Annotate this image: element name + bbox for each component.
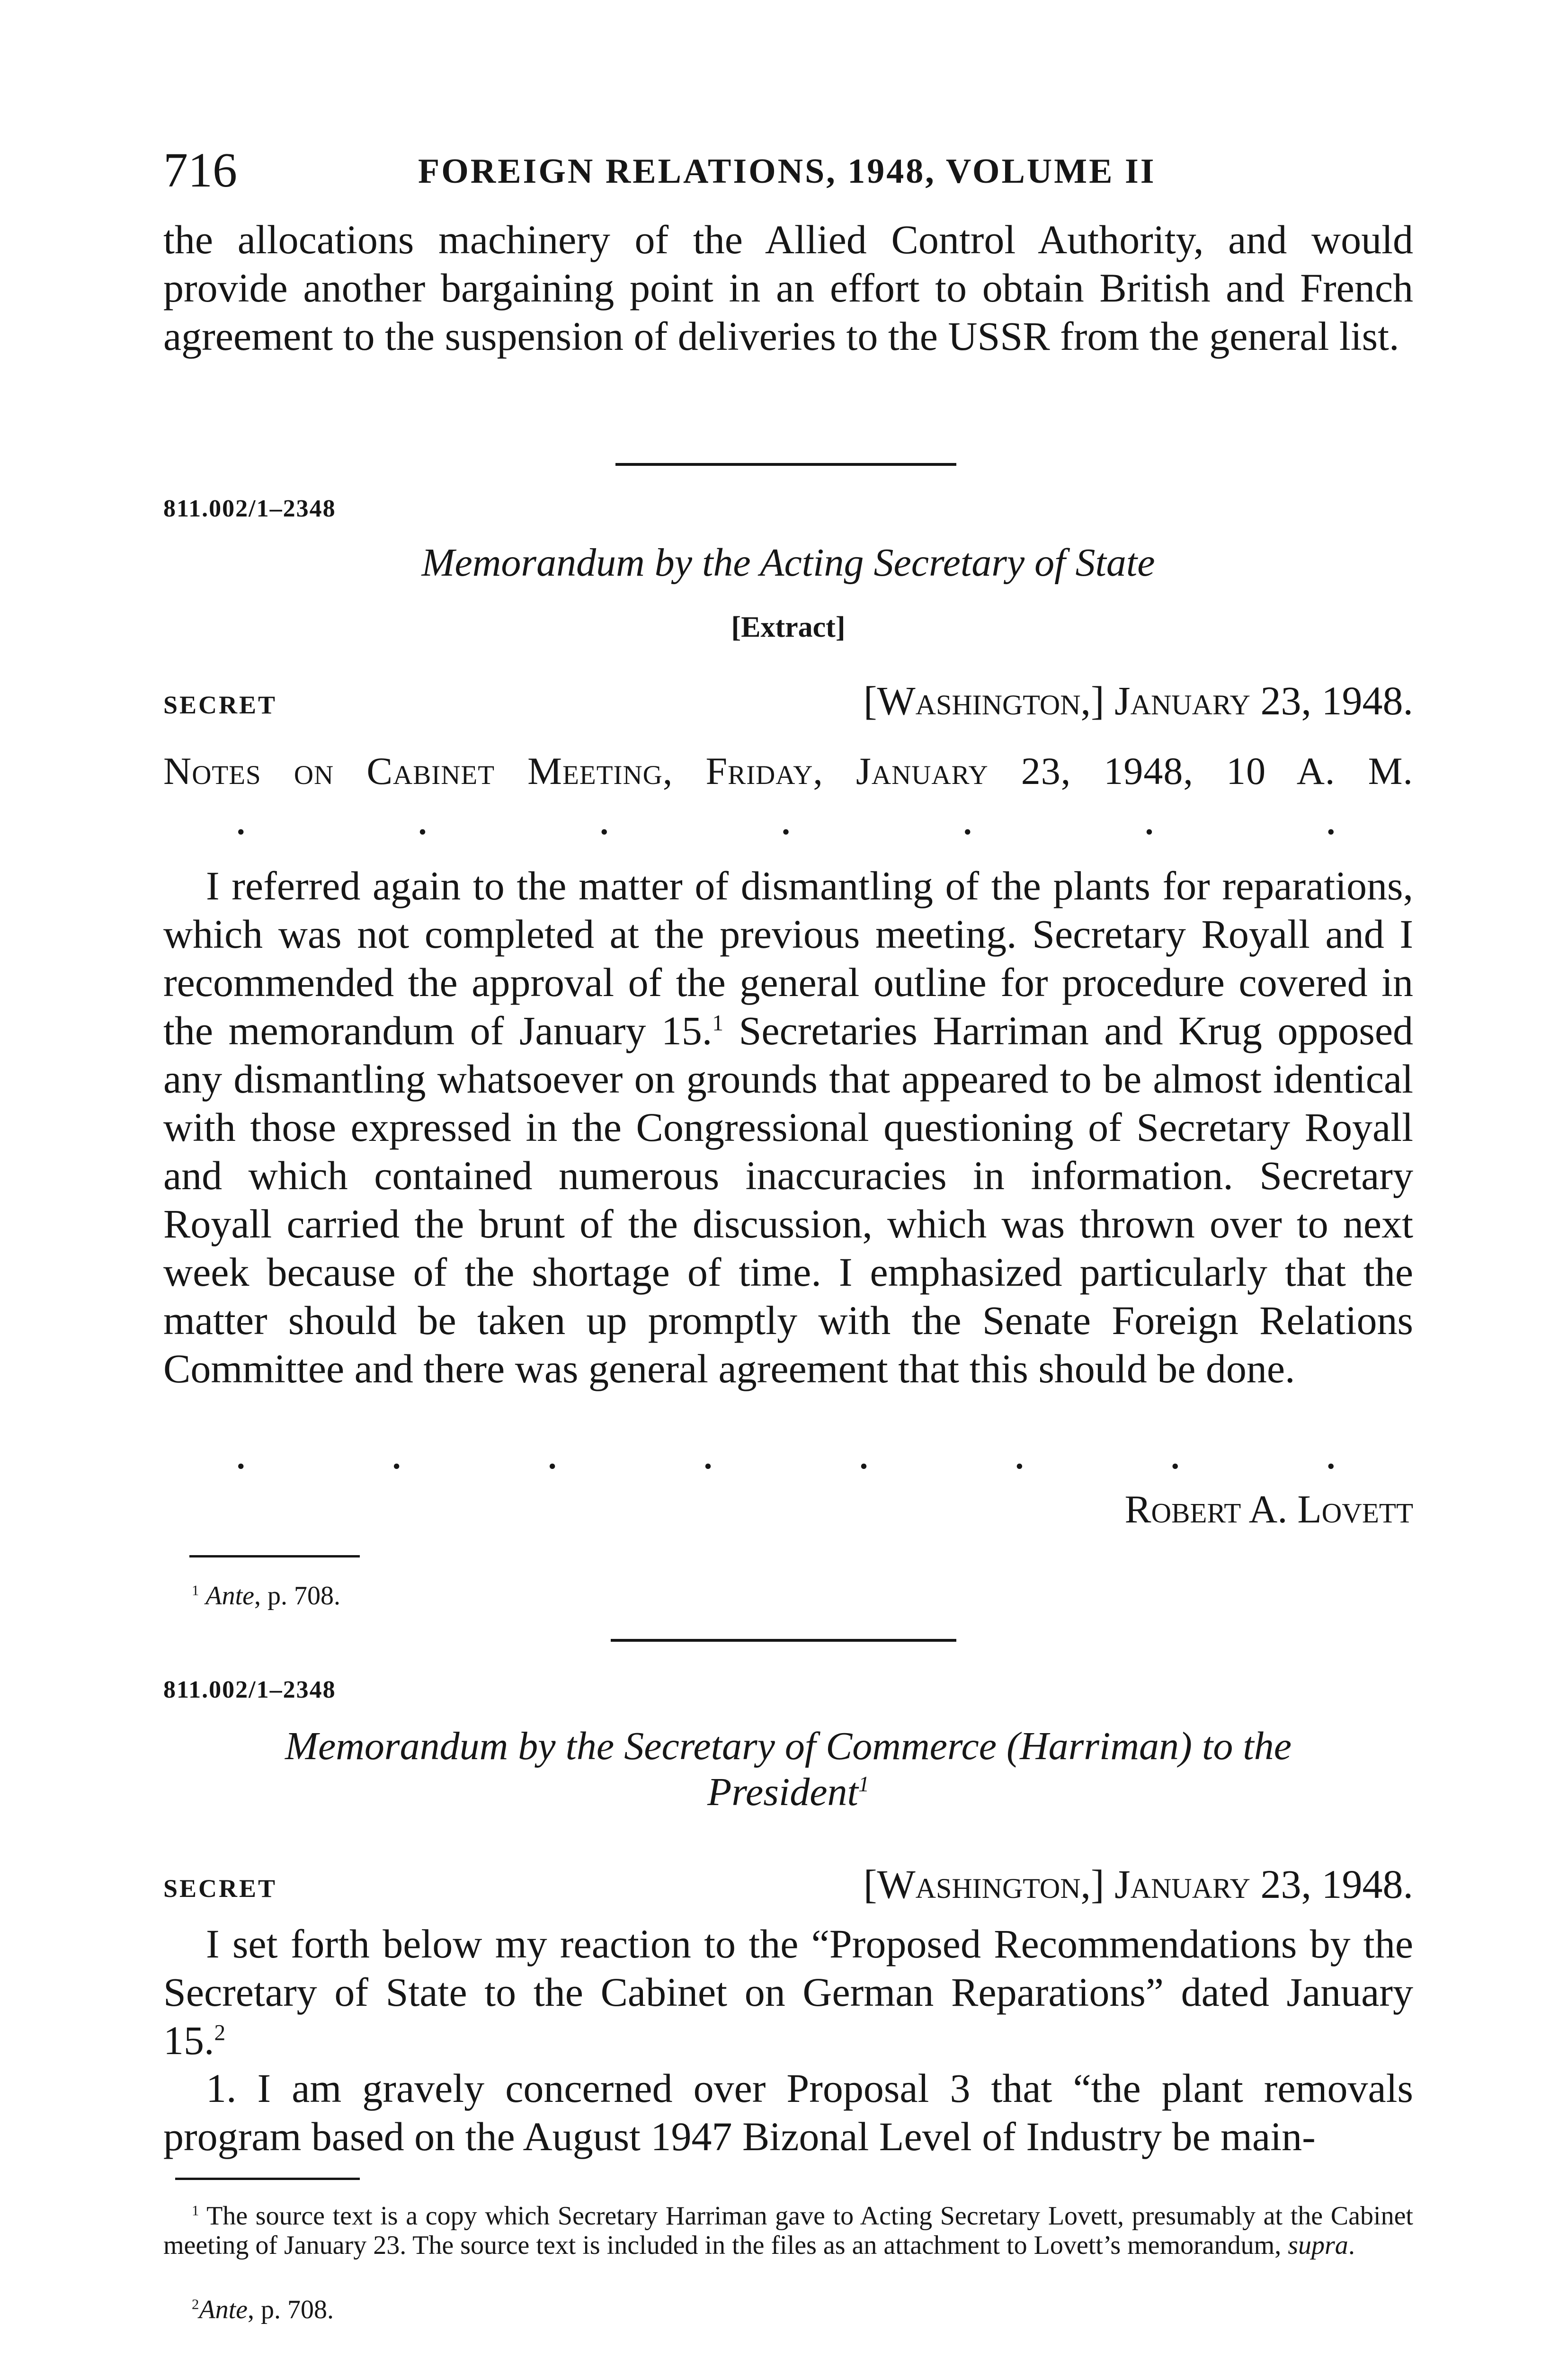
doc2-footnote-ref-2: 2 [214,2020,226,2046]
doc2-paragraph-1 [163,1920,1413,2064]
doc2-file-number: 811.002/1–2348 [163,1676,336,1703]
doc2-footnote-2-ante: Ante [199,2295,248,2324]
doc2-title [163,1723,1413,1815]
doc2-footnote-1-marker: 1 [192,2202,199,2219]
doc2-footnote-2-marker: 2 [192,2296,199,2313]
footnote-rule-2 [175,2178,360,2180]
doc1-footnote [192,1581,340,1611]
doc1-subject: Notes on Cabinet Meeting, Friday, January 23, 1948, 10 A. M. [163,749,1413,792]
doc2-paragraph-2: 1. I am gravely concerned over Proposal 3 that “the plant removals program based on the August 1947 Bizonal Level of Industry be main- [163,2065,1413,2159]
section-divider-2 [611,1639,956,1642]
doc2-paragraph-1-text: I set forth below my reaction to the “Proposed Recommendations by the Secretary of State to the Cabinet on German Reparations” dated January 15. [163,1921,1413,2063]
doc1-footnote-marker: 1 [192,1582,199,1599]
doc2-title-line1: Memorandum by the Secretary of Commerce (Harriman) to the [285,1724,1292,1768]
doc1-paragraph-part1: I referred again to the matter of dismantling of the plants for reparations, which was not completed at the previous meeting. Secretary Royall and I recommended the approval of the general outline for procedure covered in the memorandum of January 15. [163,863,1413,1053]
running-head: FOREIGN RELATIONS, 1948, VOLUME II [418,152,1156,191]
doc2-footnote-2-page: , p. 708. [248,2295,334,2324]
doc1-footnote-ante: Ante [205,1581,255,1611]
doc2-footnote-1-text: The source text is a copy which Secretary Harriman gave to Acting Secretary Lovett, presumably at the Cabinet meeting of January 23. The source text is included in the files as an attachment to Lovett’s memorandum, [163,2201,1413,2260]
doc1-dateline: [Washington,] January 23, 1948. [863,678,1413,723]
page-number: 716 [163,143,237,197]
doc2-title-marker: 1 [858,1772,869,1796]
doc2-title-line2: President [707,1770,858,1814]
doc1-paragraph-part2: Secretaries Harriman and Krug opposed any dismantling whatsoever on grounds that appeared to be almost identical with those expressed in the Congressional questioning of Secretary Royall and which contained numerous inaccuracies in information. Secretary Royall carried the brunt of the discussion, which was thrown over to next week because of the shortage of time. I emphasized particularly that the matter should be taken up promptly with the Senate Foreign Relations Committee and there was general agreement that this should be done. [163,1008,1413,1391]
doc2-footnote-1-end: . [1348,2231,1355,2260]
doc1-extract-note: [Extract] [731,611,846,643]
doc1-paragraph [163,862,1413,1393]
footnote-rule-1 [189,1555,360,1557]
ellipsis-row-2: . . . . . . . . [237,1440,1335,1476]
section-divider [615,463,956,466]
doc1-footnote-ref-1: 1 [712,1011,724,1036]
doc1-file-number: 811.002/1–2348 [163,495,336,522]
doc2-footnote-1-supra: supra [1288,2231,1348,2260]
doc1-signature: Robert A. Lovett [1124,1487,1413,1531]
ellipsis-row-1: . . . . . . . [237,805,1335,842]
page-header [163,137,1413,199]
doc2-footnote-2 [192,2295,334,2324]
doc2-dateline: [Washington,] January 23, 1948. [863,1861,1413,1907]
doc2-footnote-1 [163,2201,1413,2260]
doc1-title: Memorandum by the Acting Secretary of State [421,541,1155,585]
doc2-classification: SECRET [163,1874,277,1903]
doc1-footnote-page: , p. 708. [254,1581,341,1611]
doc1-classification: SECRET [163,691,277,719]
continuation-paragraph: the allocations machinery of the Allied Control Authority, and would provide another bargaining point in an effort to obtain British and French agreement to the suspension of deliveries to the USSR from the general list. [163,217,1413,359]
